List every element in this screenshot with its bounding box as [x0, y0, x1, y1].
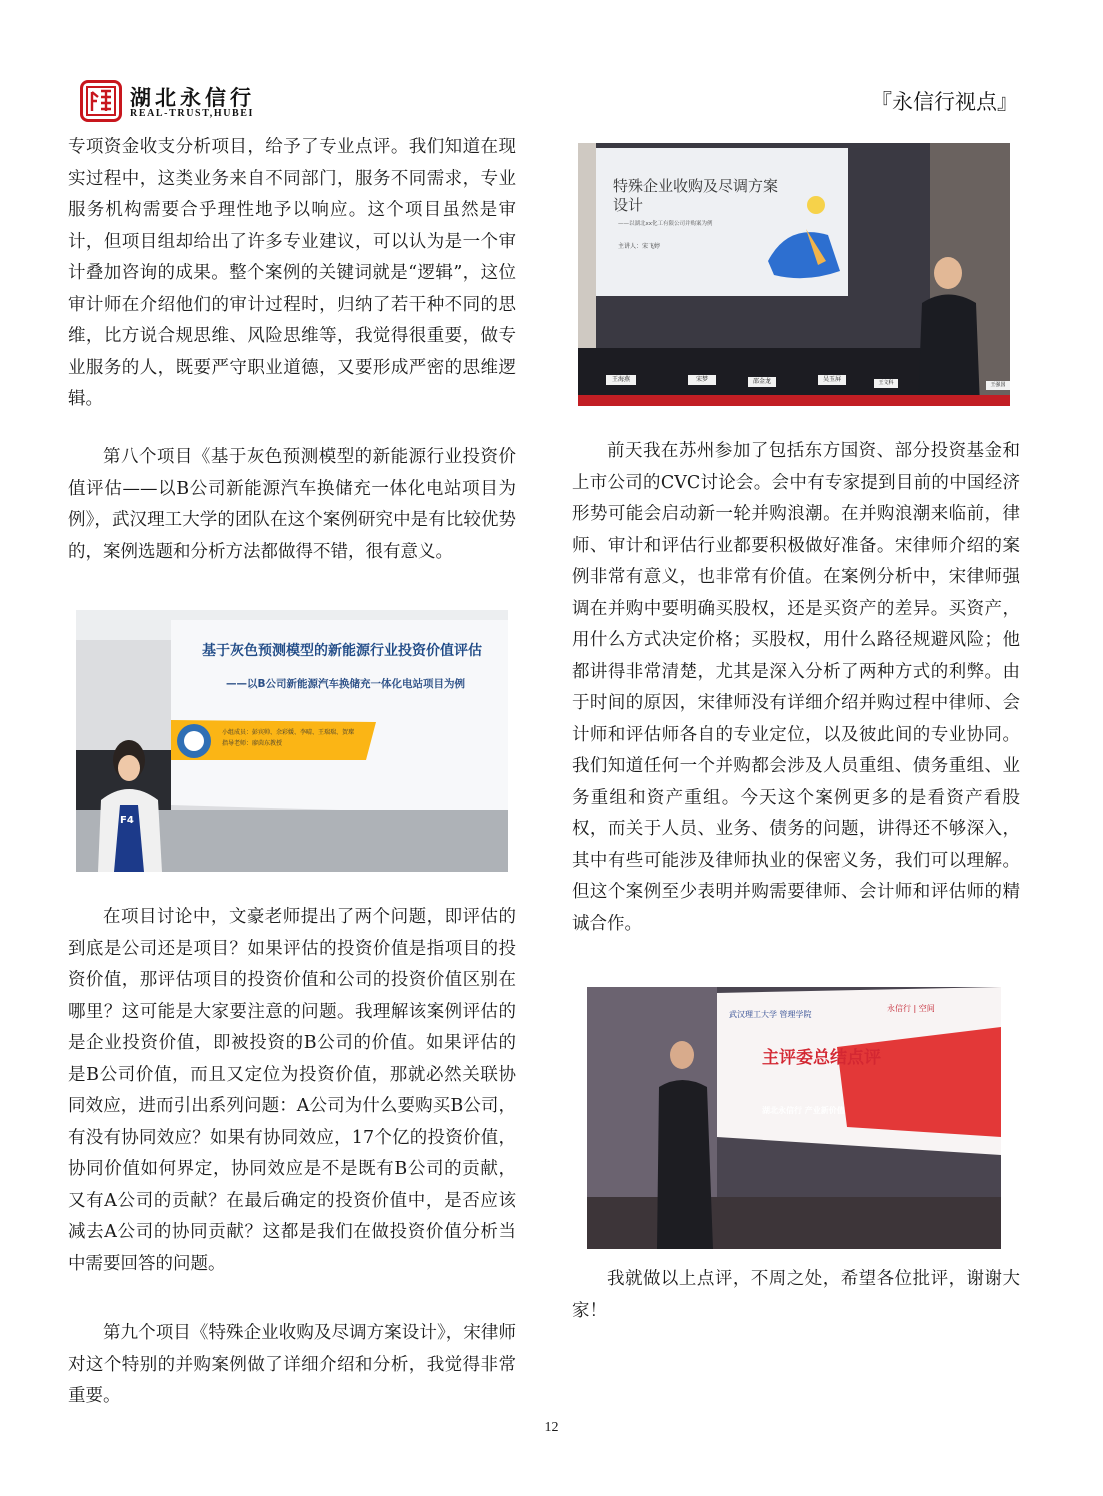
- screen-header-left: 武汉理工大学 管理学院: [729, 1010, 812, 1019]
- slide-title: 基于灰色预测模型的新能源行业投资价值评估: [202, 643, 482, 659]
- photo-judge-summary: [587, 987, 1001, 1249]
- paragraph-text: 前天我在苏州参加了包括东方国资、部分投资基金和上市公司的CVC讨论会。会中有专家提到目前的中国经济形势可能会启动新一轮并购浪潮。在并购浪潮来临前，律师、审计和评估行业都要积极做好准备。宋律师介绍的案例非常有意义，也非常有价值。在案例分析中，宋律师强调在并购中要明确买股权，还是买资产的差异。买资产，用什么方式决定价格；买股权，用什么路径规避风险；他都讲得非常清楚，尤其是深入分析了两种方式的利弊。由于时间的原因，宋律师没有详细介绍并购过程中律师、会计师和评估师各自的专业定位，以及彼此间的专业协同。我们知道任何一个并购都会涉及人员重组、债务重组、业务重组和资产重组。今天这个案例更多的是看资产看股权，而关于人员、业务、债务的问题，讲得还不够深入，其中有些可能涉及律师执业的保密义务，我们可以理解。但这个案例至少表明并购需要律师、会计师和评估师的精诚合作。: [572, 441, 1020, 934]
- name-card: 吴玉屏: [822, 376, 841, 383]
- left-paragraph-2: [68, 442, 516, 568]
- screen-footer: 湖北永信行 产业新价值: [762, 1106, 845, 1115]
- brand-name-en: REAL-TRUST,HUBEI: [130, 108, 255, 119]
- paragraph-text: 在项目讨论中，文豪老师提出了两个问题，即评估的到底是公司还是项目？如果评估的投资价值是指项目的投资价值，那评估项目的投资价值和公司的投资价值区别在哪里？这可能是大家要注意的问题。我理解该案例评估的是企业投资价值，即被投资的B公司的价值。如果评估的是B公司价值，而且又定位为投资价值，那就必然关联协同效应，进而引出系列问题：A公司为什么要购买B公司，有没有协同效应？如果有协同效应，17个亿的投资价值，协同价值如何界定，协同效应是不是既有B公司的贡献，又有A公司的贡献？在最后确定的投资价值中，是否应该减去A公司的协同贡献？这都是我们在做投资价值分析当中需要回答的问题。: [68, 907, 516, 1274]
- slide-speaker: 主讲人：宋飞婷: [618, 243, 661, 250]
- page-number: 12: [544, 1420, 559, 1435]
- section-tag: 『永信行视点』: [871, 90, 1018, 114]
- name-card: 王强国: [990, 382, 1006, 388]
- right-paragraph-2: [572, 1264, 1020, 1327]
- photo-student-presentation: [76, 610, 508, 872]
- right-paragraph-1: [572, 436, 1020, 940]
- screen-header-right: 永信行 | 空间: [887, 1004, 935, 1013]
- brand-logo: [80, 80, 290, 122]
- name-card: 宋梦: [695, 376, 708, 383]
- paragraph-text: 专项资金收支分析项目，给予了专业点评。我们知道在现实过程中，这类业务来自不同部门，服务不同需求，专业服务机构需要合乎理性地予以响应。这个项目虽然是审计，但项目组却给出了许多专业建议，可以认为是一个审计叠加咨询的成果。整个案例的关键词就是“逻辑”，这位审计师在介绍他们的审计过程时，归纳了若干种不同的思维，比方说合规思维、风险思维等，我觉得很重要，做专业服务的人，既要严守职业道德，又要形成严密的思维逻辑。: [68, 137, 516, 409]
- slide-subtitle: ——以B公司新能源汽车换储充一体化电站项目为例: [226, 678, 466, 690]
- left-paragraph-4: [68, 1318, 516, 1413]
- paragraph-text: 第九个项目《特殊企业收购及尽调方案设计》，宋律师对这个特别的并购案例做了详细介绍和分析，我觉得非常重要。: [68, 1323, 516, 1406]
- left-paragraph-1: [68, 132, 516, 416]
- brand-name-cn: 湖北永信行: [130, 86, 255, 110]
- name-card: 邵金龙: [752, 378, 771, 385]
- name-card: 王文科: [878, 380, 894, 386]
- photo-lawyer-presentation: [578, 143, 1010, 406]
- seal-logo-icon: [80, 80, 122, 122]
- slide-subtitle: ——以湖北xx化工有限公司并购案为例: [618, 221, 713, 227]
- paragraph-text: 我就做以上点评，不周之处，希望各位批评，谢谢大家！: [572, 1269, 1020, 1321]
- jacket-text: F4: [120, 815, 134, 826]
- screen-title: 主评委总结点评: [762, 1048, 881, 1068]
- left-paragraph-3: [68, 902, 516, 1280]
- name-card: 王海燕: [611, 376, 630, 383]
- slide-title: 特殊企业收购及尽调方案设计: [613, 177, 779, 214]
- slide-advisor: 指导老师：廖茵东教授: [222, 740, 283, 747]
- paragraph-text: 第八个项目《基于灰色预测模型的新能源行业投资价值评估——以B公司新能源汽车换储充一体化电站项目为例》，武汉理工大学的团队在这个案例研究中是有比较优势的，案例选题和分析方法都做得不错，很有意义。: [68, 447, 516, 562]
- slide-members: 小组成员：彭宾帅、余彩媛、李晴、王瑞瑞、贺璨: [222, 729, 355, 736]
